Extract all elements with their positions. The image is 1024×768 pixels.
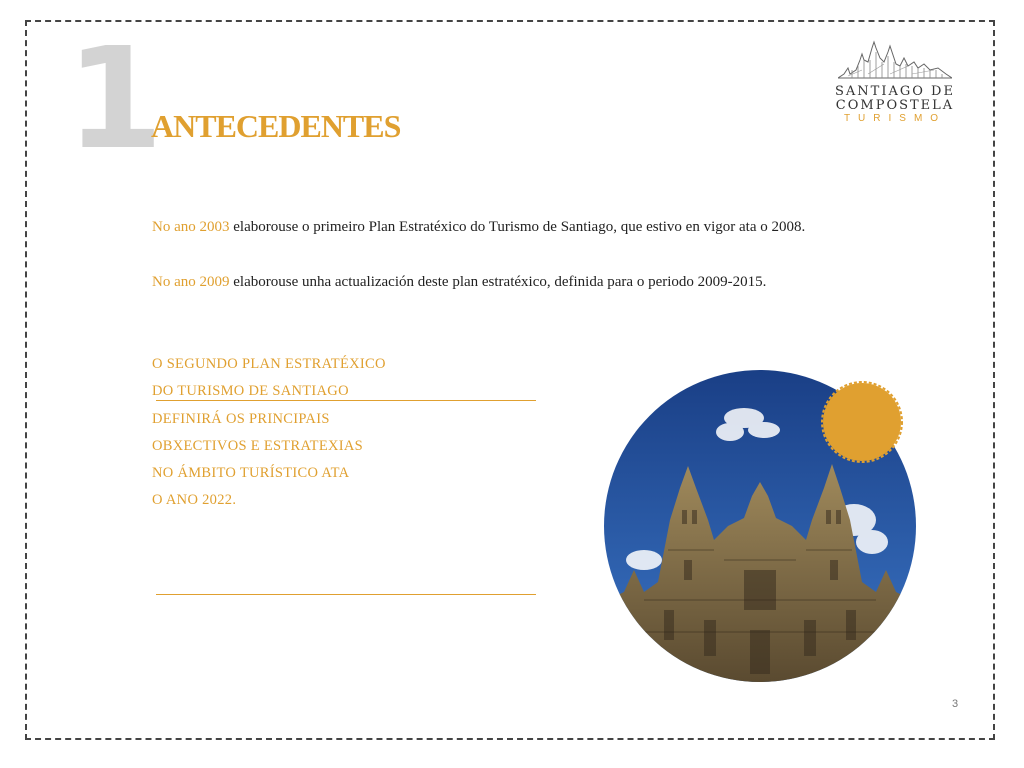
statement-line: DEFINIRÁ OS PRINCIPAIS xyxy=(152,410,330,427)
statement-bottom-rule xyxy=(156,594,536,595)
statement-line: O SEGUNDO PLAN ESTRATÉXICO xyxy=(152,356,386,372)
paragraph-text: elaborouse unha actualización deste plan estratéxico, definida para o periodo 2009-2015. xyxy=(229,274,767,290)
gold-seal-icon xyxy=(820,380,904,464)
cathedral-skyline-icon xyxy=(838,40,952,82)
logo-text-santiago: SANTIAGO DE xyxy=(835,84,955,99)
statement-line: NO ÁMBITO TURÍSTICO ATA xyxy=(152,465,350,482)
logo-text-turismo: TURISMO xyxy=(843,113,947,124)
paragraph-2003 xyxy=(152,219,805,236)
page-number: 3 xyxy=(952,698,959,710)
paragraph-highlight: No ano 2009 xyxy=(152,274,230,290)
page-title: ANTECEDENTES xyxy=(151,108,401,144)
statement-line: DO TURISMO DE SANTIAGO xyxy=(152,383,349,400)
highlight-statement xyxy=(152,354,386,518)
statement-line: OBXECTIVOS E ESTRATEXIAS xyxy=(152,437,364,454)
statement-line: O ANO 2022. xyxy=(152,492,237,509)
section-number: 1 xyxy=(66,18,164,181)
logo-text-compostela: COMPOSTELA xyxy=(835,98,955,113)
paragraph-text: elaborouse o primeiro Plan Estratéxico do Turismo de Santiago, que estivo en vigor ata o 2008. xyxy=(229,219,806,235)
santiago-turismo-logo xyxy=(830,40,960,130)
paragraph-highlight: No ano 2003 xyxy=(152,219,230,235)
paragraph-2009 xyxy=(152,274,766,291)
statement-underline xyxy=(156,400,536,401)
